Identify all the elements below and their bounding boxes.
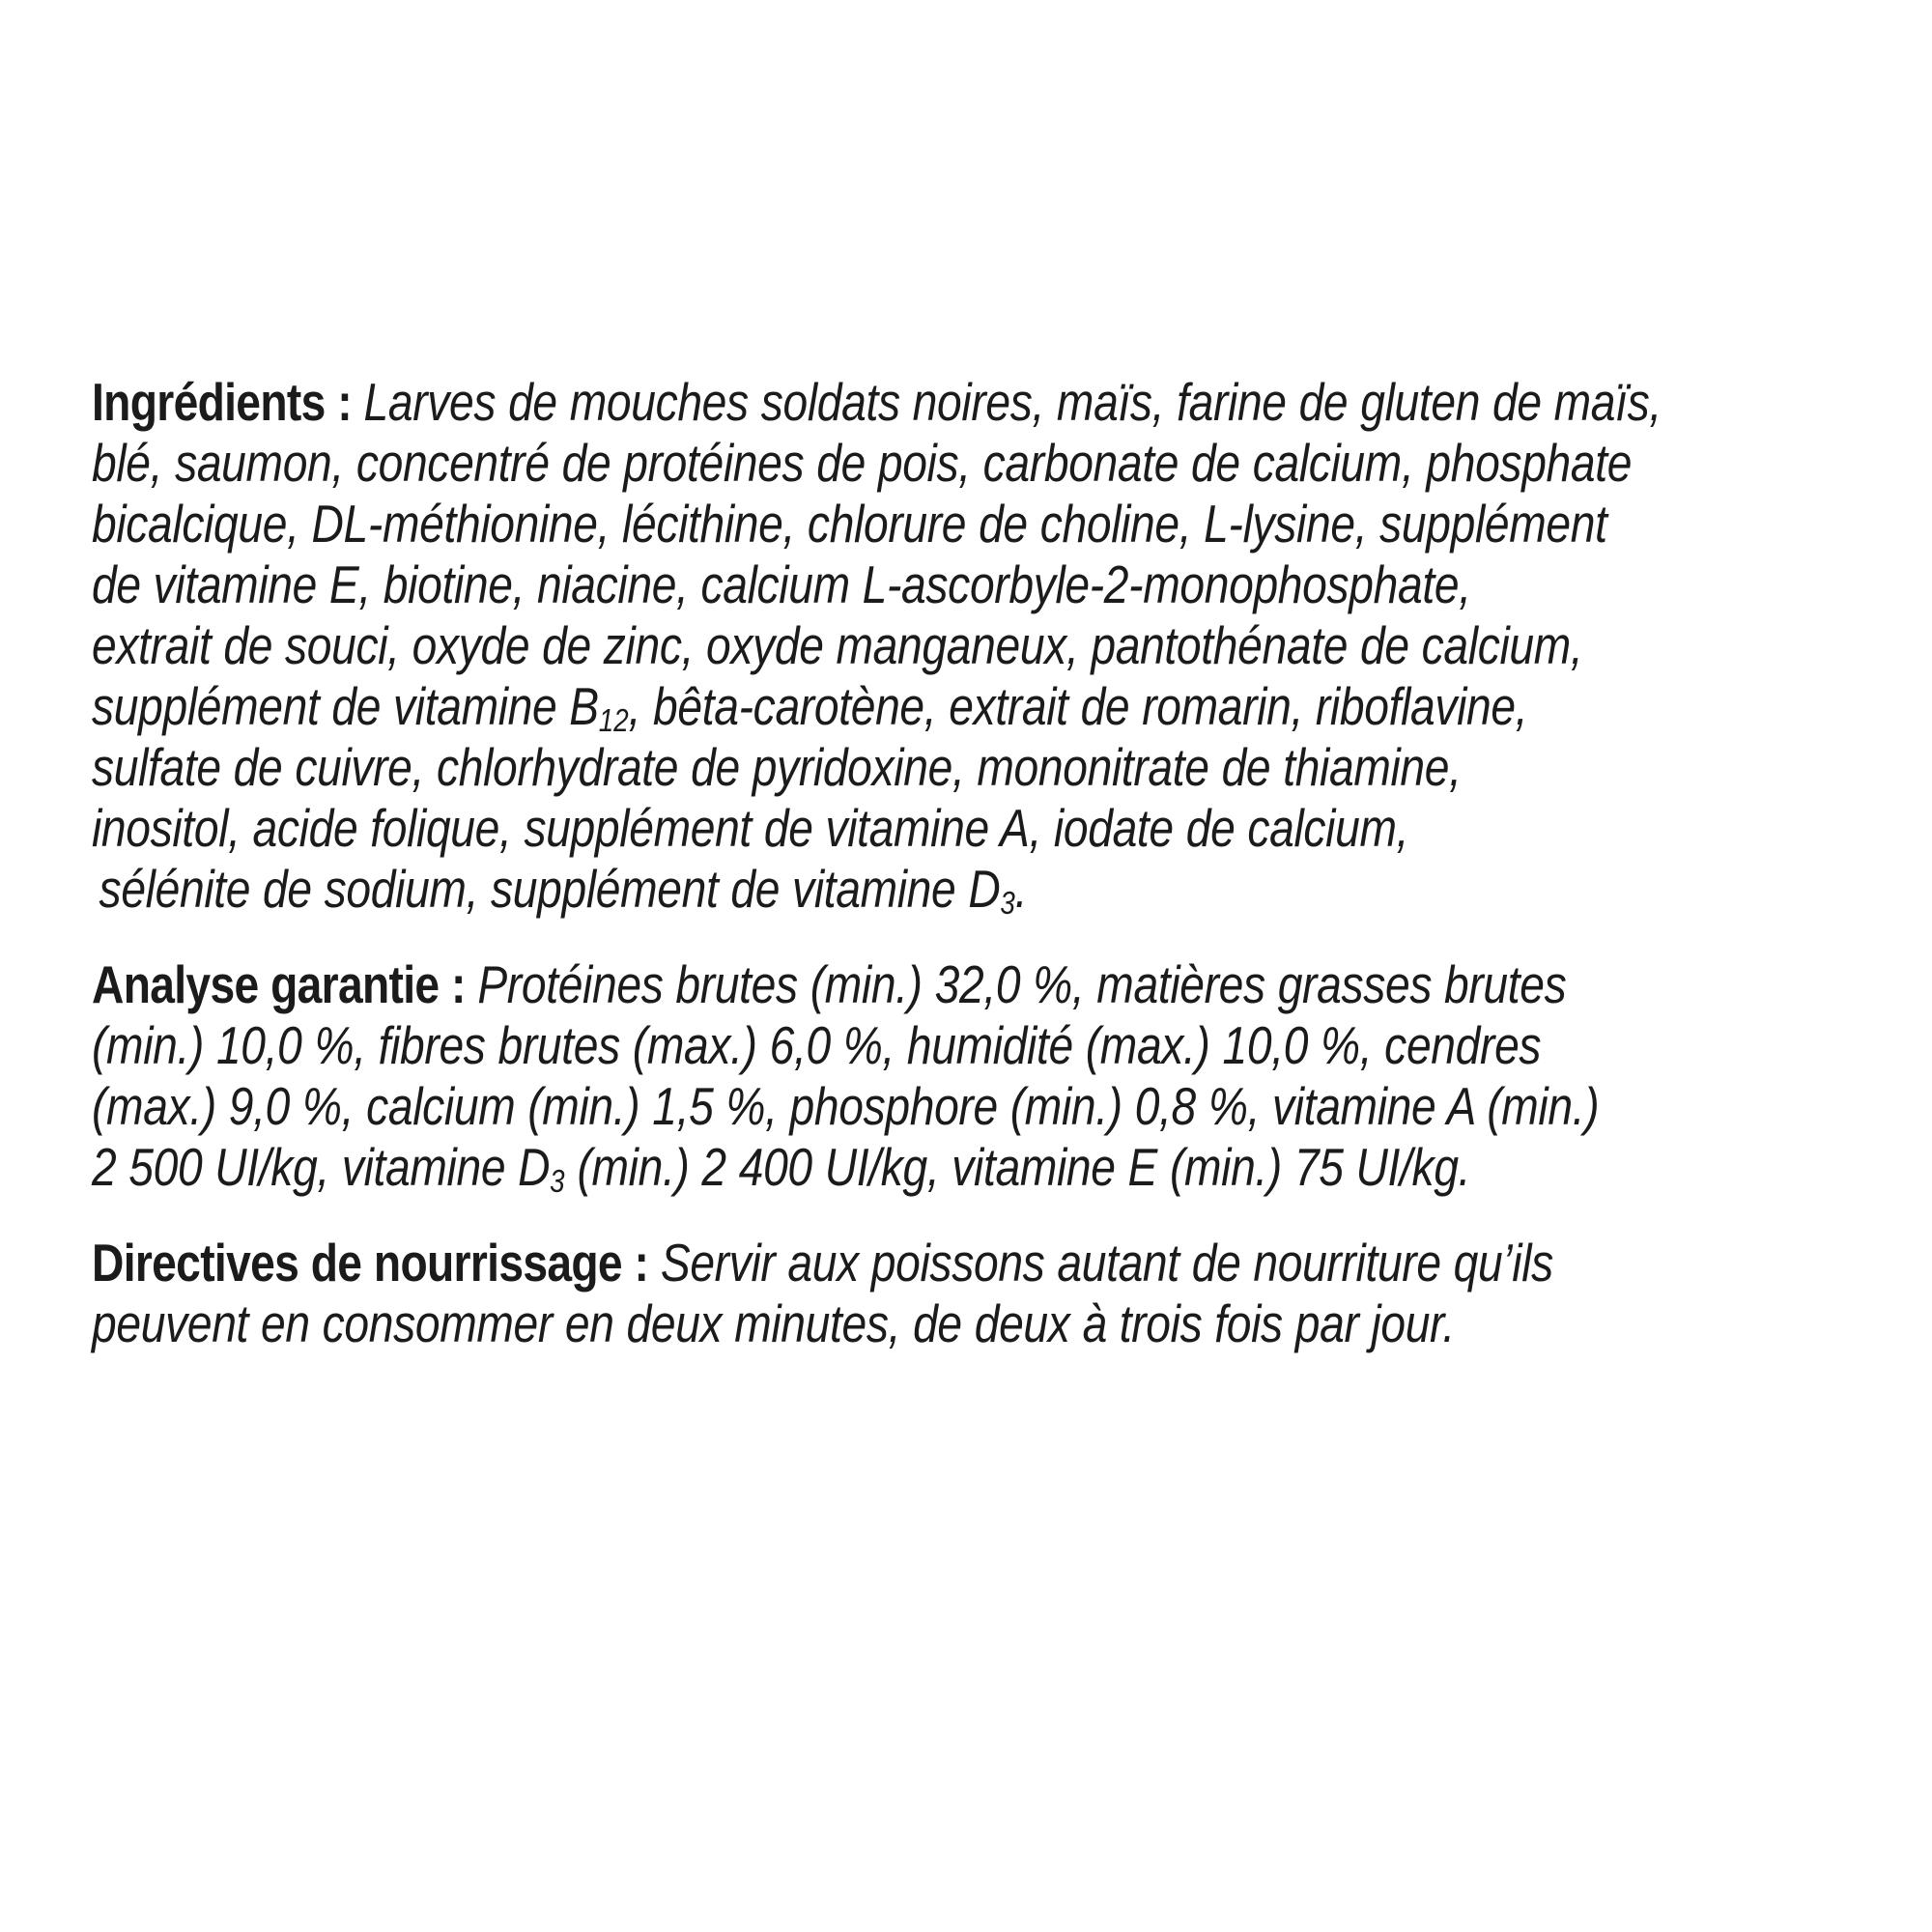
- ingredients-line-2-text: blé, saumon, concentré de protéines de pois, carbonate de calcium, phosphate: [92, 433, 1633, 493]
- ingredients-term: Ingrédients :: [92, 372, 364, 432]
- guaranteed-analysis-term: Analyse garantie :: [92, 954, 478, 1014]
- analysis-line-4-text-b: (min.) 2 400 UI/kg, vitamine E (min.) 75 UI/kg.: [564, 1137, 1471, 1197]
- label-text-body: [92, 372, 1840, 1354]
- feeding-line-2-text: peuvent en consommer en deux minutes, de deux à trois fois par jour.: [92, 1293, 1455, 1353]
- ingredients-line-6-text-b: , bêta-carotène, extrait de romarin, riboflavine,: [628, 676, 1528, 736]
- ingredients-line-3: [92, 494, 1840, 554]
- ingredients-line-4: [92, 554, 1840, 615]
- ingredients-line-4-text: de vitamine E, biotine, niacine, calcium L-ascorbyle-2-monophosphate,: [92, 554, 1471, 614]
- ingredients-line-8-text: inositol, acide folique, supplément de vitamine A, iodate de calcium,: [92, 798, 1409, 858]
- feeding-directions-section: [92, 1233, 1840, 1354]
- ingredients-line-9-text-b: .: [1014, 859, 1028, 919]
- analysis-line-1-text: Protéines brutes (min.) 32,0 %, matières grasses brutes: [477, 954, 1567, 1014]
- ingredients-line-7: [92, 737, 1840, 798]
- ingredients-line-7-text: sulfate de cuivre, chlorhydrate de pyridoxine, mononitrate de thiamine,: [92, 737, 1462, 797]
- feeding-line-1-text: Servir aux poissons autant de nourriture qu’ils: [660, 1233, 1553, 1293]
- feeding-line-2: [92, 1293, 1840, 1354]
- ingredients-section: [92, 372, 1840, 920]
- analysis-line-1: [92, 954, 1840, 1015]
- vitamin-d3-subscript: 3: [1000, 885, 1015, 922]
- ingredients-line-6: [92, 676, 1840, 737]
- ingredients-line-2: [92, 433, 1840, 494]
- ingredients-line-3-text: bicalcique, DL-méthionine, lécithine, chlorure de choline, L-lysine, supplément: [92, 494, 1607, 554]
- ingredients-line-1-text: Larves de mouches soldats noires, maïs, farine de gluten de maïs,: [363, 372, 1662, 432]
- vitamin-d3-analysis-subscript: 3: [550, 1163, 565, 1200]
- ingredients-line-6-text-a: supplément de vitamine B: [92, 676, 599, 736]
- analysis-line-4-text-a: 2 500 UI/kg, vitamine D: [92, 1137, 551, 1197]
- ingredients-line-5: [92, 615, 1840, 676]
- analysis-line-2: [92, 1015, 1840, 1076]
- ingredients-line-8: [92, 798, 1840, 859]
- feeding-line-1: [92, 1233, 1840, 1293]
- analysis-line-3-text: (max.) 9,0 %, calcium (min.) 1,5 %, phosphore (min.) 0,8 %, vitamine A (min.): [92, 1076, 1600, 1136]
- feeding-directions-term: Directives de nourrissage :: [92, 1233, 661, 1293]
- ingredients-line-9: [92, 859, 1840, 920]
- analysis-line-2-text: (min.) 10,0 %, fibres brutes (max.) 6,0 %, humidité (max.) 10,0 %, cendres: [92, 1015, 1542, 1075]
- analysis-line-3: [92, 1076, 1840, 1137]
- guaranteed-analysis-section: [92, 954, 1840, 1198]
- analysis-line-4: [92, 1137, 1840, 1198]
- vitamin-b12-subscript: 12: [598, 702, 629, 739]
- ingredients-line-9-text-a: sélénite de sodium, supplément de vitamine D: [99, 859, 1001, 919]
- ingredients-line-5-text: extrait de souci, oxyde de zinc, oxyde manganeux, pantothénate de calcium,: [92, 615, 1583, 675]
- ingredients-line-1: [92, 372, 1840, 433]
